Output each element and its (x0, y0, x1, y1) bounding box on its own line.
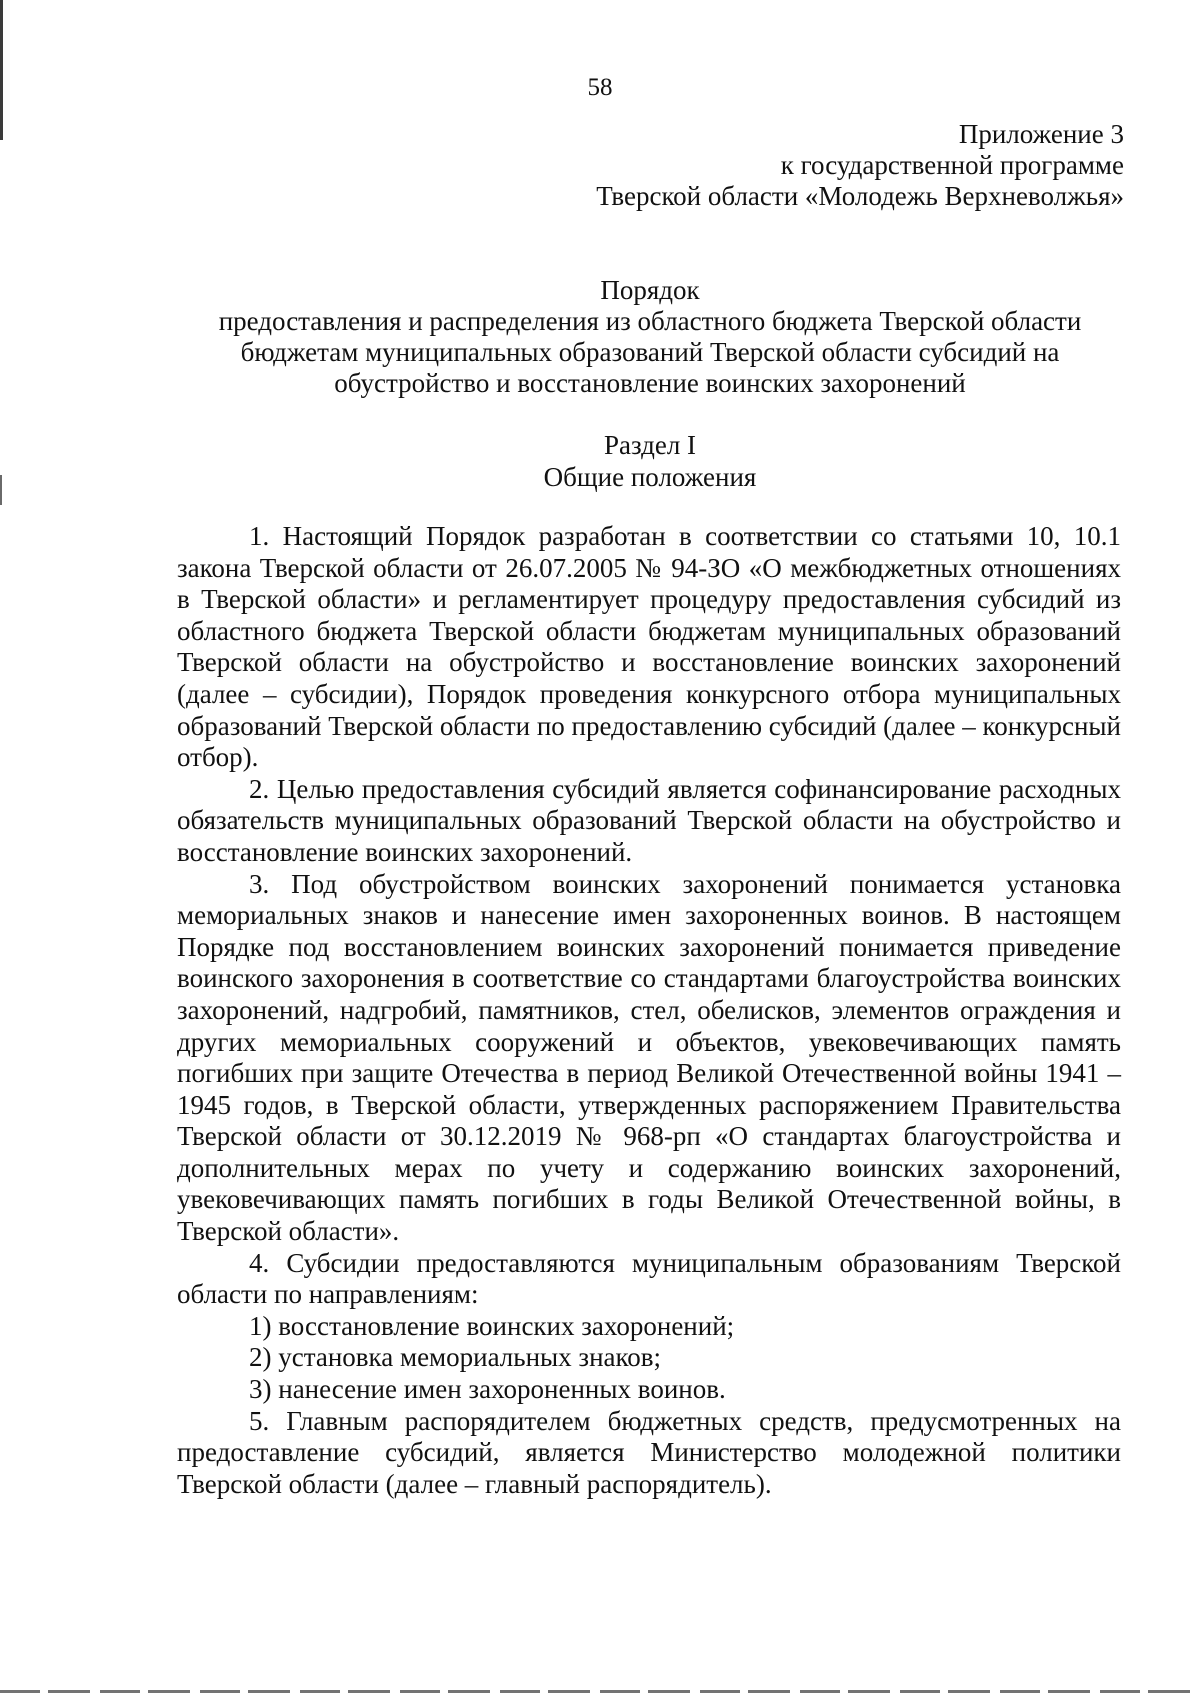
document-body (177, 521, 1121, 1500)
list-item: 2) установка мемориальных знаков; (249, 1342, 662, 1373)
list-item: 3) нанесение имен захороненных воинов. (249, 1374, 726, 1405)
annex-title: Приложение 3 (958, 119, 1124, 149)
paragraph-1: 1. Настоящий Порядок разработан в соответствии со статьями 10, 10.1 закона Тверской области от 26.07.2005 № 94-ЗО «О межбюджетных отношениях в Тверской области» и регламентирует процедуру предоставления субсидий из областного бюджета Тверской области бюджетам муниципальных образований Тверской области на обустройство и восстановление воинских захоронений (далее – субсидии), Порядок проведения конкурсного отбора муниципальных образований Тверской области по предоставлению субсидий (далее – конкурсный отбор). (177, 521, 1121, 773)
scan-edge-mark (0, 475, 2, 505)
title-line: Порядок (600, 275, 700, 305)
title-line: обустройство и восстановление воинских захоронений (334, 368, 966, 398)
section-number: Раздел I (603, 430, 697, 460)
page-number: 58 (587, 74, 613, 101)
section-name: Общие положения (543, 462, 757, 492)
paragraph-2: 2. Целью предоставления субсидий является софинансирование расходных обязательств муниципальных образований Тверской области на обустройство и восстановление воинских захоронений. (177, 773, 1121, 867)
document-title (180, 275, 1120, 399)
paragraph-4: 4. Субсидии предоставляются муниципальным образованиям Тверской области по направлениям: (177, 1247, 1121, 1310)
title-line: предоставления и распределения из областного бюджета Тверской области (218, 306, 1082, 336)
scan-bottom-edge (0, 1690, 1200, 1693)
annex-reference: к государственной программе (780, 150, 1124, 180)
paragraph-5: 5. Главным распорядителем бюджетных средств, предусмотренных на предоставление субсидий, является Министерство молодежной политики Тверской области (далее – главный распорядитель). (177, 1405, 1121, 1499)
title-line: бюджетам муниципальных образований Тверской области субсидий на (240, 337, 1060, 367)
annex-header (596, 119, 1124, 212)
section-heading (180, 429, 1120, 493)
paragraph-3: 3. Под обустройством воинских захоронений понимается установка мемориальных знаков и нанесение имен захороненных воинов. В настоящем Порядке под восстановлением воинских захоронений понимается приведение воинского захоронения в соответствие со стандартами благоустройства воинских захоронений, надгробий, памятников, стел, обелисков, элементов ограждения и других мемориальных сооружений и объектов, увековечивающих память погибших при защите Отечества в период Великой Отечественной войны 1941 – 1945 годов, в Тверской области, утвержденных распоряжением Правительства Тверской области от 30.12.2019 № 968-рп «О стандартах благоустройства и дополнительных мерах по учету и содержанию воинских захоронений, увековечивающих память погибших в годы Великой Отечественной войны, в Тверской области». (177, 868, 1121, 1247)
annex-program-name: Тверской области «Молодежь Верхневолжья» (596, 181, 1124, 211)
scan-edge-mark (0, 0, 3, 140)
list-item: 1) восстановление воинских захоронений; (249, 1310, 735, 1341)
